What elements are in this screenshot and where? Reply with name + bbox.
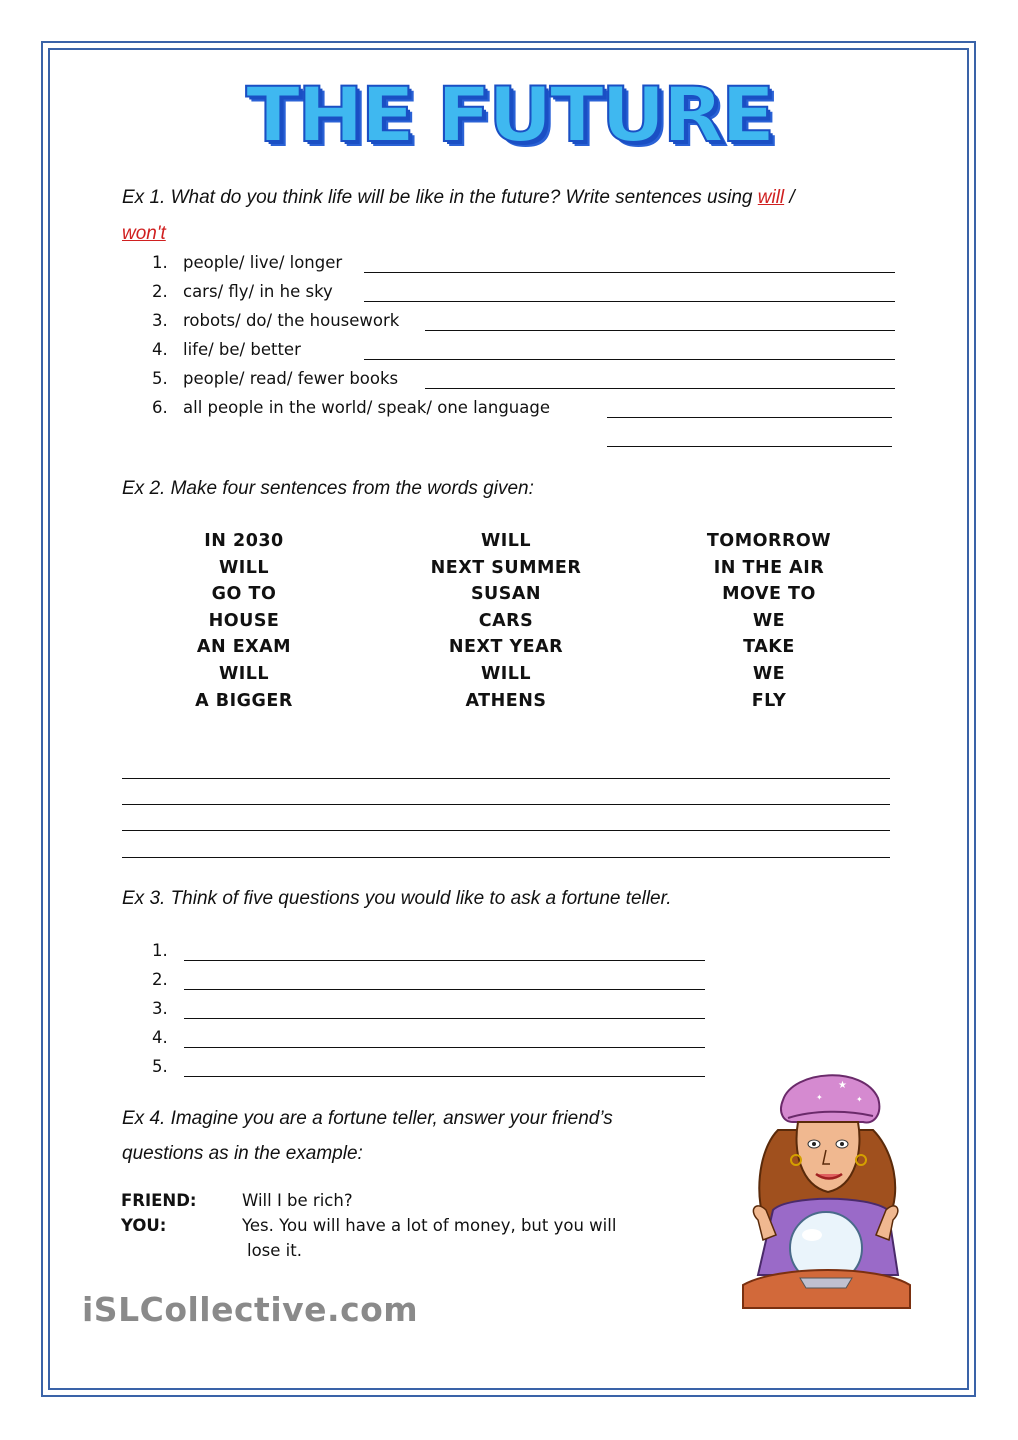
word-cell: TOMORROW: [706, 531, 832, 551]
ex1-will-word: will: [757, 187, 785, 208]
ex4-heading-line2: questions as in the example:: [122, 1143, 363, 1164]
word-cell: FLY: [751, 690, 787, 711]
word-cell: IN THE AIR: [713, 557, 825, 578]
word-cell: WILL: [480, 531, 532, 551]
ex3-heading: Ex 3. Think of five questions you would like to ask a fortune teller.: [122, 888, 672, 909]
word-cell: TAKE: [743, 637, 795, 658]
ex1-heading: [122, 180, 882, 252]
word-cell: WILL: [480, 664, 532, 684]
you-text-line1: Yes. You will have a lot of money, but you will: [242, 1216, 617, 1235]
ex4-heading-line1: Ex 4. Imagine you are a fortune teller, answer your friend’s: [122, 1108, 613, 1129]
ex3-item-number: 3.: [152, 999, 168, 1018]
ex2-answer-line[interactable]: [122, 804, 890, 805]
ex1-answer-line[interactable]: [607, 446, 892, 447]
ex1-answer-line[interactable]: [364, 272, 895, 273]
worksheet-title: THE FUTURE: [245, 70, 773, 159]
ex1-item-number: 1.: [152, 253, 168, 272]
ex1-item-number: 5.: [152, 369, 168, 388]
word-cell: IN 2030: [204, 531, 284, 551]
friend-text: Will I be rich?: [242, 1191, 353, 1210]
word-cell: SUSAN: [470, 584, 542, 605]
ex1-slash: /: [784, 187, 795, 208]
word-cell: A BIGGER: [195, 690, 293, 711]
ex1-item-prompt: people/ read/ fewer books: [183, 369, 399, 388]
ex1-item-number: 4.: [152, 340, 168, 359]
ex3-answer-line[interactable]: [184, 1076, 705, 1077]
ex1-answer-line[interactable]: [364, 301, 895, 302]
ex1-item-prompt: robots/ do/ the housework: [183, 311, 400, 330]
ex1-item-number: 6.: [152, 398, 168, 417]
svg-text:★: ★: [838, 1080, 847, 1091]
ex1-item-number: 2.: [152, 282, 168, 301]
ex2-answer-line[interactable]: [122, 830, 890, 831]
ex1-item-number: 3.: [152, 311, 168, 330]
ex1-item-prompt: all people in the world/ speak/ one language: [183, 398, 551, 417]
ex2-answer-line[interactable]: [122, 778, 890, 779]
ex3-item-number: 2.: [152, 970, 168, 989]
ex1-answer-line[interactable]: [607, 417, 892, 418]
word-cell: WE: [752, 610, 786, 631]
word-cell: MOVE TO: [722, 584, 816, 605]
svg-text:✦: ✦: [816, 1093, 823, 1102]
ex3-item-number: 4.: [152, 1028, 168, 1047]
ex3-answer-line[interactable]: [184, 989, 705, 990]
you-text-line2: lose it.: [247, 1241, 302, 1260]
word-cell: CARS: [478, 610, 534, 631]
ex1-answer-line[interactable]: [425, 388, 895, 389]
word-cell: NEXT YEAR: [448, 637, 564, 658]
site-watermark: iSLCollective.com: [82, 1290, 419, 1329]
word-cell: HOUSE: [208, 610, 280, 631]
word-cell: NEXT SUMMER: [430, 557, 582, 578]
ex1-item-prompt: people/ live/ longer: [183, 253, 343, 272]
ex3-answer-line[interactable]: [184, 1018, 705, 1019]
word-cell: GO TO: [211, 584, 277, 605]
word-cell: WE: [752, 664, 786, 684]
svg-text:✦: ✦: [856, 1095, 863, 1104]
word-cell: WILL: [218, 664, 270, 684]
ex3-item-number: 5.: [152, 1057, 168, 1076]
ex1-wont-word: won't: [122, 223, 166, 244]
ex1-heading-text: Ex 1. What do you think life will be like in the future? Write sentences using: [122, 187, 758, 208]
friend-label: FRIEND:: [121, 1191, 197, 1210]
ex1-item-prompt: life/ be/ better: [183, 340, 301, 359]
word-cell: WILL: [218, 557, 270, 578]
ex1-item-prompt: cars/ fly/ in he sky: [183, 282, 333, 301]
ex1-answer-line[interactable]: [425, 330, 895, 331]
word-cell: ATHENS: [465, 690, 547, 711]
ex1-answer-line[interactable]: [364, 359, 895, 360]
fortune-teller-illustration: [738, 1060, 913, 1310]
ex3-answer-line[interactable]: [184, 1047, 705, 1048]
you-label: YOU:: [121, 1216, 167, 1235]
ex3-answer-line[interactable]: [184, 960, 705, 961]
ex2-answer-line[interactable]: [122, 857, 890, 858]
ex3-item-number: 1.: [152, 941, 168, 960]
word-cell: AN EXAM: [196, 637, 292, 658]
ex2-heading: Ex 2. Make four sentences from the words given:: [122, 478, 534, 499]
